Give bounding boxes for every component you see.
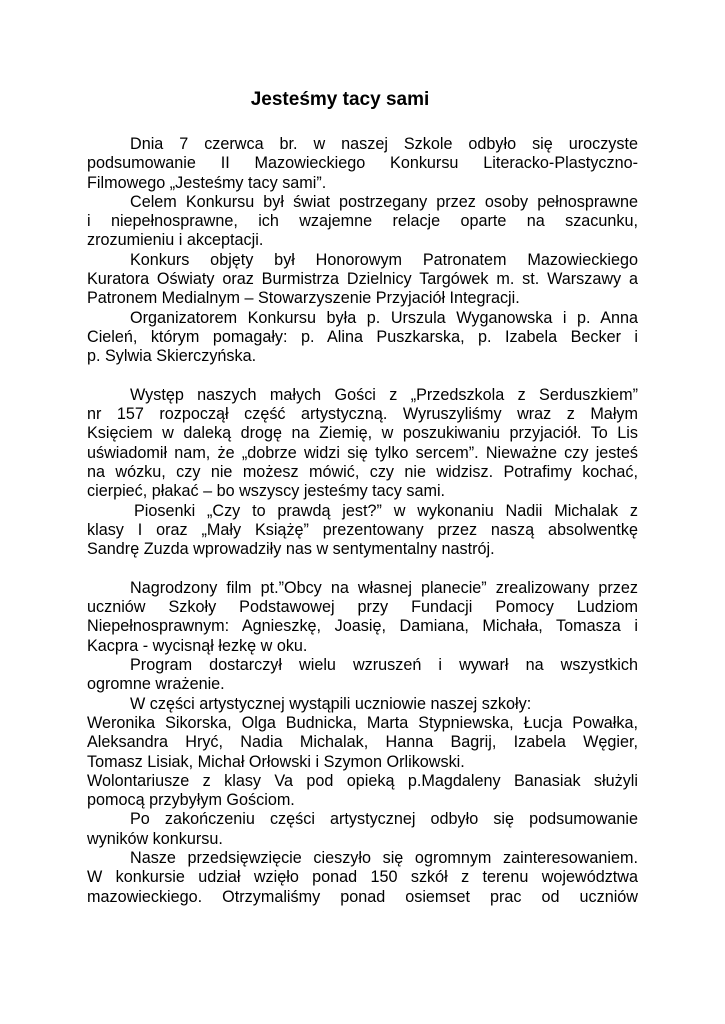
text-line: Niepełnosprawnym: Agnieszkę, Joasię, Damiana, Michała, Tomasza i	[87, 617, 638, 636]
text-line: Cieleń, którym pomagały: p. Alina Puszkarska, p. Izabela Becker i	[87, 327, 638, 346]
paragraph-organizers	[87, 309, 638, 367]
text-line: podsumowanie II Mazowieckiego Konkursu Literacko-Plastyczno-	[87, 154, 638, 173]
paragraph-songs	[87, 502, 638, 560]
paragraph-students	[87, 695, 638, 772]
text-line: Nasze przedsięwzięcie cieszyło się ogromnym zainteresowaniem.	[130, 848, 638, 867]
paragraph-spacer	[87, 560, 638, 579]
text-line: Weronika Sikorska, Olga Budnicka, Marta Stypniewska, Łucja Powałka,	[87, 713, 638, 732]
text-line: Filmowego „Jesteśmy tacy sami”.	[87, 173, 327, 192]
paragraph-ceremony	[87, 135, 638, 193]
text-line: uświadomił nam, że „dobrze widzi się tylko sercem”. Nieważne czy jesteś	[87, 443, 638, 462]
text-line: Program dostarczył wielu wzruszeń i wywarł na wszystkich	[130, 656, 638, 675]
text-line: W części artystycznej wystąpili uczniowie naszej szkoły:	[130, 694, 532, 713]
text-line: Konkurs objęty był Honorowym Patronatem Mazowieckiego	[130, 250, 638, 269]
text-line: cierpieć, płakać – bo wszyscy jesteśmy tacy sami.	[87, 482, 446, 501]
text-line: Celem Konkursu był świat postrzegany przez osoby pełnosprawne	[130, 192, 638, 211]
text-line: i niepełnosprawne, ich wzajemne relacje oparte na szacunku,	[87, 212, 638, 231]
paragraph-spacer	[87, 367, 638, 386]
paragraph-goal	[87, 193, 638, 251]
text-line: Księciem w daleką drogę na Ziemię, w poszukiwaniu przyjaciół. To Lis	[87, 424, 638, 443]
text-line: Występ naszych małych Gości z „Przedszkola z Serduszkiem”	[130, 385, 638, 404]
document-title: Jesteśmy tacy sami	[250, 89, 430, 110]
text-line: Aleksandra Hryć, Nadia Michalak, Hanna Bagrij, Izabela Węgier,	[87, 733, 638, 752]
text-line: p. Sylwia Skierczyńska.	[87, 347, 257, 366]
text-line: W konkursie udział wzięło ponad 150 szkół z terenu województwa	[87, 868, 638, 887]
paragraph-film	[87, 579, 638, 656]
text-line: wyników konkursu.	[87, 829, 223, 848]
text-line: Nagrodzony film pt.”Obcy na własnej planecie” zrealizowany przez	[130, 578, 638, 597]
paragraph-performance	[87, 386, 638, 502]
text-line: na wózku, czy nie możesz mówić, czy nie widzisz. Potrafimy kochać,	[87, 463, 638, 482]
text-line: Piosenki „Czy to prawdą jest?” w wykonaniu Nadii Michalak z	[134, 501, 638, 520]
text-line: Kacpra - wycisnął łezkę w oku.	[87, 636, 308, 655]
text-line: Sandrę Zuzda wprowadziły nas w sentymentalny nastrój.	[87, 540, 495, 559]
text-line: pomocą przybyłym Gościom.	[87, 791, 295, 810]
text-line: ogromne wrażenie.	[87, 675, 225, 694]
text-line: mazowieckiego. Otrzymaliśmy ponad osiemset prac od uczniów	[87, 887, 638, 906]
text-line: nr 157 rozpoczął część artystyczną. Wyruszyliśmy wraz z Małym	[87, 405, 638, 424]
text-line: Patronem Medialnym – Stowarzyszenie Przyjaciół Integracji.	[87, 289, 520, 308]
text-line: Wolontariusze z klasy Va pod opieką p.Magdaleny Banasiak służyli	[87, 771, 638, 790]
document-body	[87, 135, 638, 907]
text-line: Kuratora Oświaty oraz Burmistrza Dzielnicy Targówek m. st. Warszawy a	[87, 270, 638, 289]
paragraph-volunteers	[87, 772, 638, 811]
text-line: zrozumieniu i akceptacji.	[87, 231, 264, 250]
text-line: Tomasz Lisiak, Michał Orłowski i Szymon Orlikowski.	[87, 752, 465, 771]
paragraph-patronage	[87, 251, 638, 309]
text-line: Dnia 7 czerwca br. w naszej Szkole odbyło się uroczyste	[130, 135, 638, 153]
text-line: Organizatorem Konkursu była p. Urszula Wyganowska i p. Anna	[130, 308, 638, 327]
text-line: Po zakończeniu części artystycznej odbyło się podsumowanie	[130, 810, 638, 829]
text-line: klasy I oraz „Mały Książę” prezentowany przez naszą absolwentkę	[87, 520, 638, 539]
text-line: uczniów Szkoły Podstawowej przy Fundacji Pomocy Ludziom	[87, 598, 638, 617]
paragraph-program	[87, 656, 638, 695]
paragraph-interest	[87, 849, 638, 907]
paragraph-summary	[87, 810, 638, 849]
